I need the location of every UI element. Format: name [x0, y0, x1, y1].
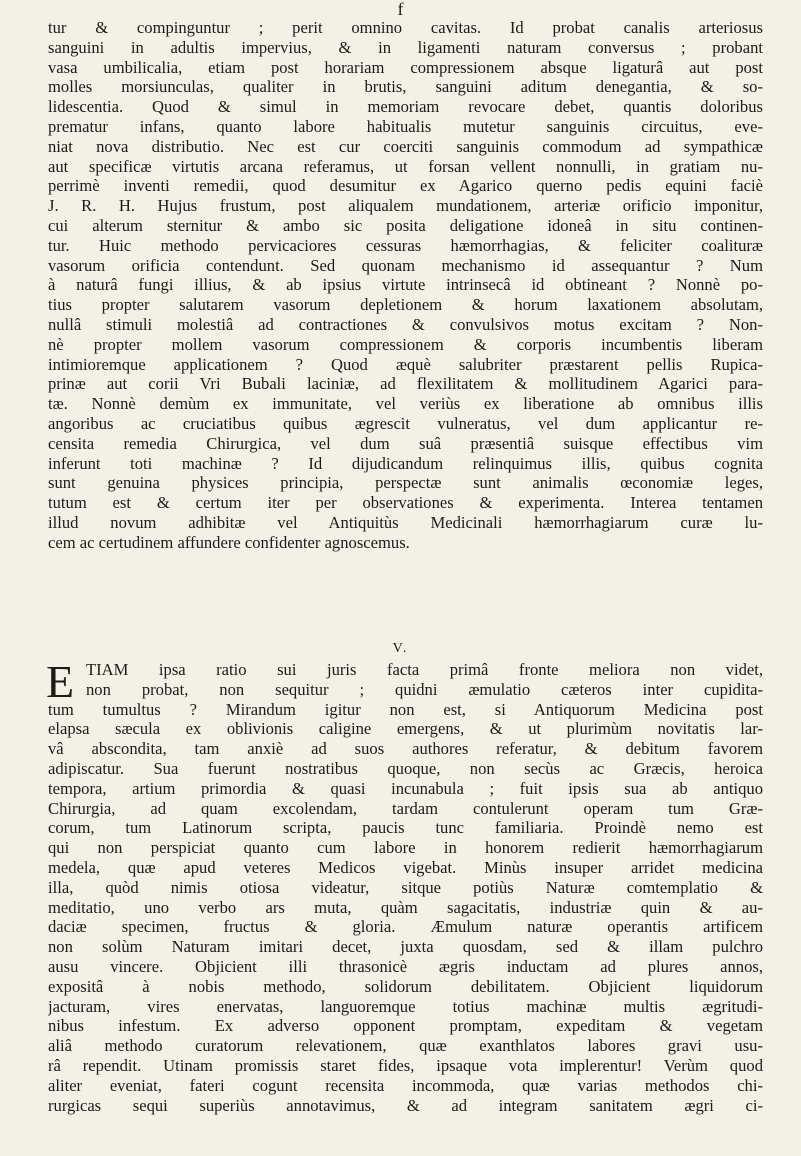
text-line: prinæ aut corii Vri Bubali laciniæ, ad flexilitatem & mollitudinem Agarici para- — [48, 374, 763, 394]
section-number: V. — [392, 641, 409, 656]
text-line: elapsa sæcula ex oblivionis caligine emergens, & ut plurimùm novitatis lar- — [48, 719, 763, 739]
text-line: sanguini in adultis impervius, & in ligamenti naturam conversus ; probant — [48, 37, 763, 57]
text-line: jacturam, vires enervatas, languoremque totius machinæ multis ægritudi- — [48, 996, 763, 1016]
text-line: ausu vincere. Objicient illi thrasonicè ægris inductam ad plures annos, — [48, 956, 763, 976]
text-line: TIAM ipsa ratio sui juris facta primâ fronte meliora non videt, — [86, 660, 763, 679]
text-line: niat nova distributio. Nec est cur coerciti sanguinis commodum ad sympathicæ — [48, 136, 763, 156]
text-line: inferunt toti machinæ ? Id dijudicandum relinquimus illis, quibus cognita — [48, 453, 763, 473]
text-line: tæ. Nonnè demùm ex immunitate, vel veriùs ex liberatione ab omnibus illis — [48, 394, 763, 414]
text-line: nibus infestum. Ex adverso opponent promptam, expeditam & vegetam — [48, 1016, 763, 1036]
text-line: non solùm Naturam imitari decet, juxta quosdam, sed & illam pulchro — [48, 937, 763, 957]
text-line: râ rependit. Utinam promissis staret fides, ipsaque vota implerentur! Verùm quod — [48, 1055, 763, 1075]
text-line: corum, tum Latinorum scripta, paucis tunc familiaria. Proindè nemo est — [48, 818, 763, 838]
folio-mark: f — [397, 0, 404, 19]
text-line: nè propter mollem vasorum compressionem & corporis incumbentis liberam — [48, 334, 763, 354]
text-line: tempora, artium primordia & quasi incunabula ; fuit ipsis sua ab antiquo — [48, 778, 763, 798]
text-line: illud novum adhibitæ vel Antiquitùs Medicinali hæmorrhagiarum curæ lu- — [48, 512, 763, 532]
text-line: cem ac certudinem affundere confidenter agnoscemus. — [48, 532, 410, 552]
text-line: molles morsiunculas, qualiter in brutis, sanguini aditum denegantia, & so- — [48, 77, 763, 97]
text-line: intimioremque applicationem ? Quod æquè salubriter præstarent pellis Rupica- — [48, 354, 763, 374]
text-line: qui non perspiciat quanto cum labore in honorem redierit hæmorrhagiarum — [48, 838, 763, 858]
text-line: expositâ à nobis methodo, solidorum debilitatem. Objicient liquidorum — [48, 976, 763, 996]
paragraph-1 — [48, 18, 763, 553]
text-line: J. R. H. Hujus frustum, post aliqualem mundationem, arteriæ orificio imponitur, — [48, 196, 763, 216]
text-line: vasa umbilicalia, etiam post horariam compressionem absque ligaturâ aut post — [48, 57, 763, 77]
text-line: nullâ stimuli molestiâ ad contractiones & convulsivos motus excitam ? Non- — [48, 314, 763, 334]
text-line: tum tumultus ? Mirandum igitur non est, si Antiquorum Medicina post — [48, 699, 763, 719]
text-line: censita remedia Chirurgica, vel dum suâ præsentiâ suisque effectibus vim — [48, 433, 763, 453]
text-line: medela, quæ apud veteres Medicos vigebat. Minùs insuper arridet medicina — [48, 857, 763, 877]
text-line: meditatio, uno verbo ars muta, quàm sagacitatis, industriæ quin & au- — [48, 897, 763, 917]
text-line: tur & compinguntur ; perit omnino cavitas. Id probat canalis arteriosus — [48, 18, 763, 37]
text-line: aut specificæ virtutis arcana referamus, ut forsan vellent nonnulli, in gratiam nu- — [48, 156, 763, 176]
text-line: Chirurgia, ad quam excolendam, tardam contulerunt operam tum Græ- — [48, 798, 763, 818]
text-line: cui alterum sternitur & ambo sic posita deligatione idoneâ in situ continen- — [48, 215, 763, 235]
text-line: tius propter salutarem vasorum depletionem & horum laxationem absolutam, — [48, 295, 763, 315]
text-line: aliter eveniat, fateri cogunt recensita incommoda, quæ varias methodos chi- — [48, 1075, 763, 1095]
drop-capital: E — [46, 656, 75, 707]
text-line: sunt genuina physices principia, perspectæ sunt animalis œconomiæ leges, — [48, 473, 763, 493]
dropcap-block — [46, 656, 763, 707]
text-line: vâ abscondita, tam anxiè ad suos authores referatur, & debitum favorem — [48, 739, 763, 759]
text-line: tur. Huic methodo pervicaciores cessuras hæmorrhagias, & feliciter coalituræ — [48, 235, 763, 255]
text-line: adipiscatur. Sua fuerunt nostratibus quoque, non secùs ac Græcis, heroica — [48, 758, 763, 778]
text-line: à naturâ fungi illius, & ab ipsius virtute intrinsecâ id obtineant ? Nonnè po- — [48, 275, 763, 295]
text-line: prematur infans, quanto labore habitualis mutetur sanguinis circuitus, eve- — [48, 116, 763, 136]
text-line: angoribus ac cruciatibus quibus ægrescit vulneratus, vel dum applicantur re- — [48, 413, 763, 433]
paragraph-2 — [46, 656, 763, 1115]
text-line: lidescentia. Quod & simul in memoriam revocare debet, quantis doloribus — [48, 97, 763, 117]
text-line: daciæ specimen, fructus & gloria. Æmulum naturæ operantis artificem — [48, 917, 763, 937]
text-line: non probat, non sequitur ; quidni æmulatio cæteros inter cupidita- — [86, 679, 763, 699]
text-line: aliâ methodo curatorum relevationem, quæ exanthlatos labores gravi usu- — [48, 1036, 763, 1056]
text-line: illa, quòd nimis otiosa videatur, sitque potiùs Naturæ comtemplatio & — [48, 877, 763, 897]
text-line: vasorum orificia contendunt. Sed quonam mechanismo id assequantur ? Num — [48, 255, 763, 275]
text-line: tutum est & certum iter per observationes & experimenta. Interea tentamen — [48, 493, 763, 513]
text-line: rurgicas sequi superiùs annotavimus, & ad integram sanitatem ægri ci- — [48, 1095, 763, 1115]
text-line: perrimè inventi remedii, quod desumitur ex Agarico querno pedis equini faciè — [48, 176, 763, 196]
